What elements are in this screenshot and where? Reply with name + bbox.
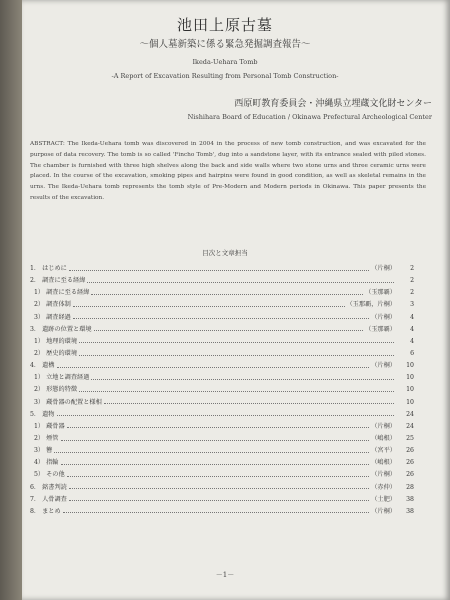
abstract-paragraph: ABSTRACT: The Ikeda-Uehara tomb was discovered in 2004 in the process of new tomb construction, and was excavated for the purpose of data recovery. The tomb is so called 'Fincho Tomb', dug into a sandstone layer, with its entrance sealed with piled stones. The chamber is furnished with three high shelves along the back and side walls where two stone urns and three ceramic urns were placed. In the course of the excavation, smoking pipes and hairpins were found in good condition, as well as skeletal remains in the urns. The Ikeda-Uehara tomb represents the tomb style of Pre-Modern and Modern periods in Okinawa. This paper presents the results of the excavation.	[30, 141, 426, 201]
page-number: －1－	[215, 571, 235, 579]
organization-english: Nishihara Board of Education / Okinawa Prefectural Archeological Center	[187, 113, 432, 121]
toc-number: 1）	[34, 337, 45, 345]
toc-page-number: 28	[406, 483, 414, 491]
toc-row	[30, 263, 414, 275]
toc-page-number: 6	[410, 349, 414, 357]
background-edge	[0, 0, 22, 600]
toc-leader-dots	[57, 367, 370, 368]
toc-leader-dots	[104, 403, 394, 404]
toc-leader-dots	[61, 440, 370, 441]
toc-number: 8．	[30, 507, 41, 515]
toc-author: （玉那覇）	[365, 289, 396, 297]
toc-label: 調査体制	[46, 301, 71, 309]
toc-label: 地理的環境	[46, 337, 78, 345]
toc-leader-dots	[67, 427, 370, 428]
toc-author: （嶋根）	[371, 459, 396, 467]
toc-row	[30, 324, 414, 336]
toc-row	[30, 275, 414, 287]
toc-label: 銘書判読	[42, 483, 67, 491]
toc-page-number: 38	[406, 495, 414, 503]
toc-label: 人骨調査	[42, 495, 67, 503]
toc-heading: 目次と文章担当	[202, 249, 248, 257]
toc-leader-dots	[87, 282, 394, 283]
toc-label: 指輪	[46, 459, 59, 467]
toc-row	[30, 457, 414, 469]
toc-leader-dots	[94, 330, 363, 331]
toc-author: （嶋根）	[371, 434, 396, 442]
toc-leader-dots	[54, 452, 369, 453]
toc-number: 1）	[34, 289, 45, 297]
toc-label: その他	[46, 471, 65, 479]
toc-row	[30, 372, 414, 384]
toc-page-number: 25	[406, 434, 414, 442]
toc-leader-dots	[69, 270, 369, 271]
toc-label: 立地と調査経過	[46, 374, 90, 382]
toc-number: 2）	[34, 301, 45, 309]
toc-author: （玉那覇，片桐）	[346, 301, 396, 309]
toc-row	[30, 445, 414, 457]
document-subtitle: ～個人墓新築に係る緊急発掘調査報告～	[139, 39, 311, 50]
toc-leader-dots	[73, 318, 369, 319]
toc-number: 6．	[30, 483, 41, 491]
toc-row	[30, 287, 414, 299]
toc-page-number: 4	[410, 337, 414, 345]
english-title: Ikeda-Uehara Tomb	[192, 58, 258, 66]
toc-leader-dots	[91, 379, 394, 380]
toc-number: 4．	[30, 362, 41, 370]
toc-label: 遺物	[42, 410, 55, 418]
toc-number: 3）	[34, 447, 45, 455]
toc-leader-dots	[79, 355, 394, 356]
toc-page-number: 10	[406, 386, 414, 394]
toc-row	[30, 494, 414, 506]
toc-label: まとめ	[42, 507, 61, 515]
toc-author: （片桐）	[371, 362, 396, 370]
toc-number: 3）	[34, 398, 45, 406]
toc-page-number: 10	[406, 374, 414, 382]
toc-number: 3）	[34, 313, 45, 321]
toc-label: 遺構	[42, 362, 55, 370]
toc-number: 7．	[30, 495, 41, 503]
toc-leader-dots	[73, 306, 345, 307]
toc-label: 煙管	[46, 434, 59, 442]
toc-row	[30, 421, 414, 433]
toc-label: 調査経過	[46, 313, 71, 321]
toc-label: 蔵骨器の配置と様相	[46, 398, 102, 406]
toc-page-number: 2	[410, 265, 414, 272]
toc-row	[30, 299, 414, 311]
toc-leader-dots	[91, 294, 363, 295]
toc-row	[30, 469, 414, 481]
toc-author: （赤仲）	[371, 483, 396, 491]
toc-number: 4）	[34, 459, 45, 467]
toc-page-number: 24	[406, 410, 414, 418]
toc-number: 5．	[30, 410, 41, 418]
toc-row	[30, 384, 414, 396]
toc-number: 2．	[30, 277, 41, 285]
toc-page-number: 4	[410, 325, 414, 333]
toc-leader-dots	[69, 500, 369, 501]
toc-author: （土肥）	[371, 495, 396, 503]
toc-page-number: 4	[410, 313, 414, 321]
toc-leader-dots	[69, 488, 369, 489]
toc-row	[30, 360, 414, 372]
toc-author: （片桐）	[371, 471, 396, 479]
toc-author: （片桐）	[371, 313, 396, 321]
toc-number: 2）	[34, 434, 45, 442]
toc-label: 簪	[46, 447, 53, 455]
toc-label: 遺跡の位置と環境	[42, 325, 92, 333]
toc-page-number: 26	[406, 459, 414, 467]
toc-label: はじめに	[42, 265, 67, 272]
toc-row	[30, 397, 414, 409]
toc-leader-dots	[57, 415, 395, 416]
document-title: 池田上原古墓	[176, 16, 273, 34]
toc-page-number: 24	[406, 422, 414, 430]
toc-row	[30, 348, 414, 360]
toc-leader-dots	[61, 464, 370, 465]
toc-label: 調査に至る経緯	[46, 289, 90, 297]
toc-author: （片桐）	[371, 422, 396, 430]
toc-leader-dots	[79, 391, 394, 392]
toc-page-number: 3	[410, 301, 414, 309]
toc-label: 歴史的環境	[46, 349, 78, 357]
toc-page-number: 10	[406, 362, 414, 370]
toc-page-number: 2	[410, 277, 414, 285]
toc-label: 蔵骨器	[46, 422, 65, 430]
toc-row	[30, 409, 414, 421]
toc-label: 調査に至る経緯	[42, 277, 86, 285]
toc-page-number: 26	[406, 471, 414, 479]
toc-author: （片桐）	[371, 507, 396, 515]
toc-leader-dots	[67, 476, 370, 477]
organization-japanese: 西原町教育委員会・沖縄県立埋蔵文化財センター	[234, 99, 432, 109]
toc-number: 1．	[30, 265, 41, 272]
toc-author: （玉那覇）	[365, 325, 396, 333]
toc-row	[30, 433, 414, 445]
toc-page-number: 38	[406, 507, 414, 515]
toc-page-number: 26	[406, 447, 414, 455]
table-of-contents	[30, 263, 414, 518]
toc-number: 2）	[34, 349, 45, 357]
toc-author: （宮平）	[371, 447, 396, 455]
toc-number: 1）	[34, 374, 45, 382]
toc-number: 1）	[34, 422, 45, 430]
english-subtitle: -A Report of Excavation Resulting from Personal Tomb Construction-	[111, 72, 339, 80]
toc-leader-dots	[63, 512, 370, 513]
toc-row	[30, 482, 414, 494]
toc-number: 3．	[30, 325, 41, 333]
toc-leader-dots	[79, 342, 394, 343]
toc-author: （片桐）	[371, 265, 396, 272]
toc-page-number: 2	[410, 289, 414, 297]
toc-row	[30, 506, 414, 518]
toc-page-number: 10	[406, 398, 414, 406]
toc-label: 形態的特徴	[46, 386, 78, 394]
toc-row	[30, 312, 414, 324]
toc-number: 2）	[34, 386, 45, 394]
toc-number: 5）	[34, 471, 45, 479]
toc-row	[30, 336, 414, 348]
